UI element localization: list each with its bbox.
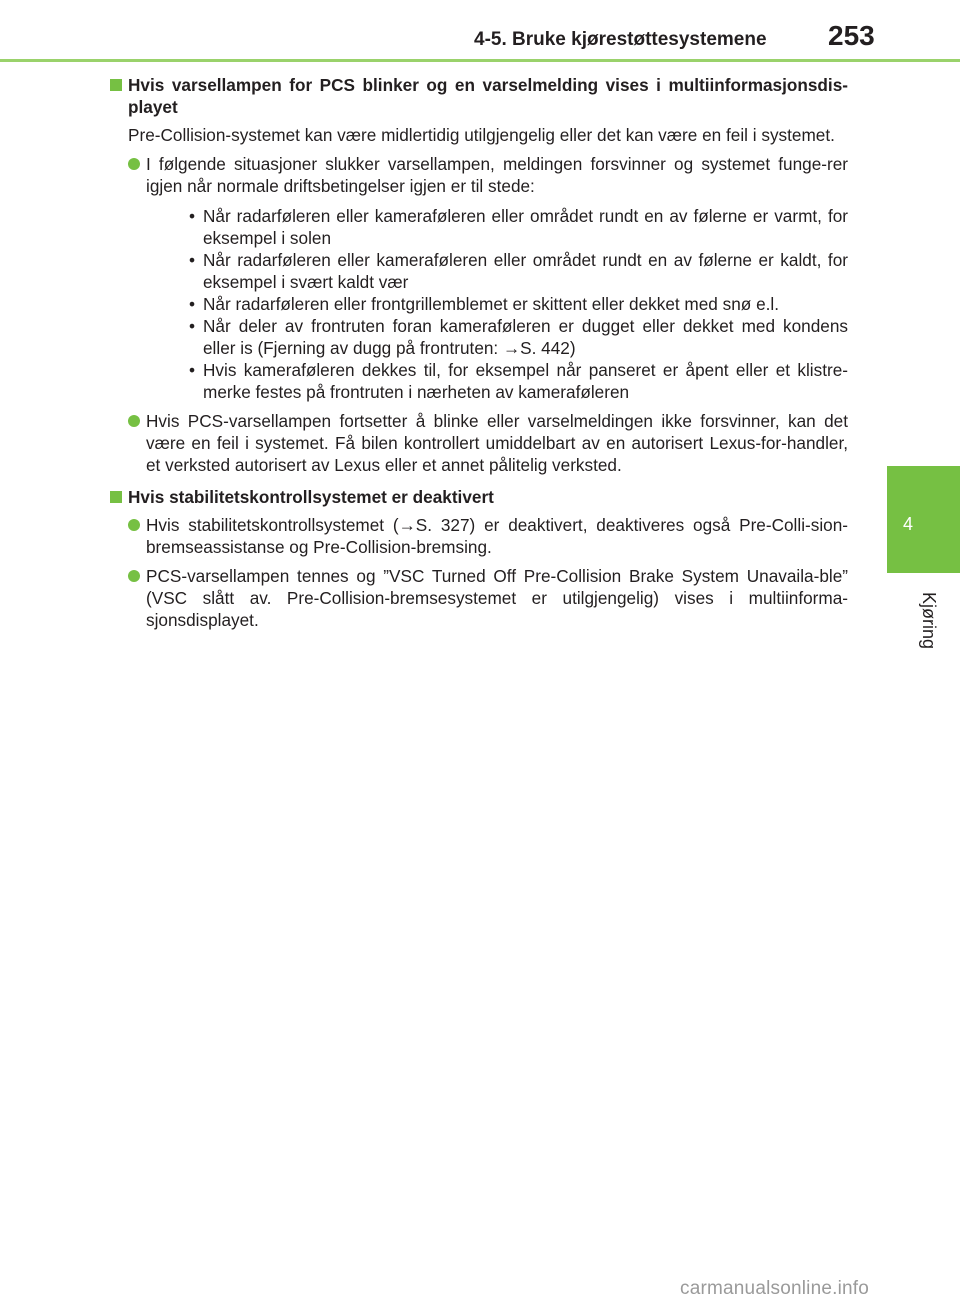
round-bullet-icon (128, 415, 140, 427)
sub-item-text: Hvis kameraføleren dekkes til, for eksempel når panseret er åpent eller et klistre-merke festes på frontruten i nærheten av kameraføleren (203, 360, 848, 402)
section-heading (108, 74, 848, 118)
bullet-item (108, 153, 848, 403)
bullet-item (108, 565, 848, 631)
chapter-tab-number: 4 (902, 514, 913, 534)
sub-item (146, 293, 848, 315)
dot-marker: • (189, 250, 196, 270)
bullet-item (108, 514, 848, 558)
dot-marker: • (189, 360, 196, 380)
dot-marker: • (189, 206, 196, 226)
page-header-title: 4-5. Bruke kjørestøttesystemene (474, 29, 767, 50)
round-bullet-icon (128, 519, 140, 531)
section-heading-text: Hvis varsellampen for PCS blinker og en varselmelding vises i multiinformasjonsdis-playet (128, 75, 848, 117)
page-number: 253 (828, 20, 875, 51)
bullet-item (108, 410, 848, 476)
square-bullet-icon (110, 491, 122, 503)
section-heading-text: Hvis stabilitetskontrollsystemet er deaktivert (128, 487, 494, 507)
page-content (108, 74, 848, 638)
round-bullet-icon (128, 158, 140, 170)
chapter-tab-label: Kjøring (919, 592, 939, 650)
sub-item-text: Når radarføleren eller kameraføleren eller området rundt en av følerne er varmt, for eksempel i solen (203, 206, 848, 248)
header-divider (0, 59, 960, 62)
sub-item-text: Når radarføleren eller kameraføleren eller området rundt en av følerne er kaldt, for eksempel i svært kaldt vær (203, 250, 848, 292)
sub-item (146, 359, 848, 403)
section-heading (108, 486, 848, 508)
bullet-text: Hvis stabilitetskontrollsystemet (→S. 327) er deaktivert, deaktiveres også Pre-Colli-sion-bremseassistanse og Pre-Collision-bremsing. (146, 515, 848, 557)
sub-item-text: Når deler av frontruten foran kameraføleren er dugget eller dekket med kondens eller is (Fjerning av dugg på frontruten: →S. 442) (203, 316, 848, 358)
bullet-text: PCS-varsellampen tennes og ”VSC Turned Off Pre-Collision Brake System Unavaila-ble” (VSC slått av. Pre-Collision-bremsesystemet er utilgjengelig) vises i multiinforma-sjonsdisplayet. (146, 566, 848, 630)
dot-marker: • (189, 294, 196, 314)
sub-item-text: Når radarføleren eller frontgrillemblemet er skittent eller dekket med snø e.l. (203, 294, 779, 314)
sub-item (146, 249, 848, 293)
dot-marker: • (189, 316, 196, 336)
bullet-text: Hvis PCS-varsellampen fortsetter å blinke eller varselmeldingen ikke forsvinner, kan det være en feil i systemet. Få bilen kontrollert umiddelbart av en autorisert Lexus-for-handler, et verksted autorisert av Lexus eller et annet pålitelig verksted. (146, 411, 848, 475)
sub-item (146, 315, 848, 359)
section-intro: Pre-Collision-systemet kan være midlertidig utilgjengelig eller det kan være en feil i systemet. (128, 125, 835, 145)
round-bullet-icon (128, 570, 140, 582)
square-bullet-icon (110, 79, 122, 91)
bullet-text: I følgende situasjoner slukker varsellampen, meldingen forsvinner og systemet funge-rer igjen når normale driftsbetingelser igjen er til stede: (146, 154, 848, 196)
watermark-text: carmanualsonline.info (680, 1278, 870, 1299)
sub-list (146, 205, 848, 403)
sub-item (146, 205, 848, 249)
